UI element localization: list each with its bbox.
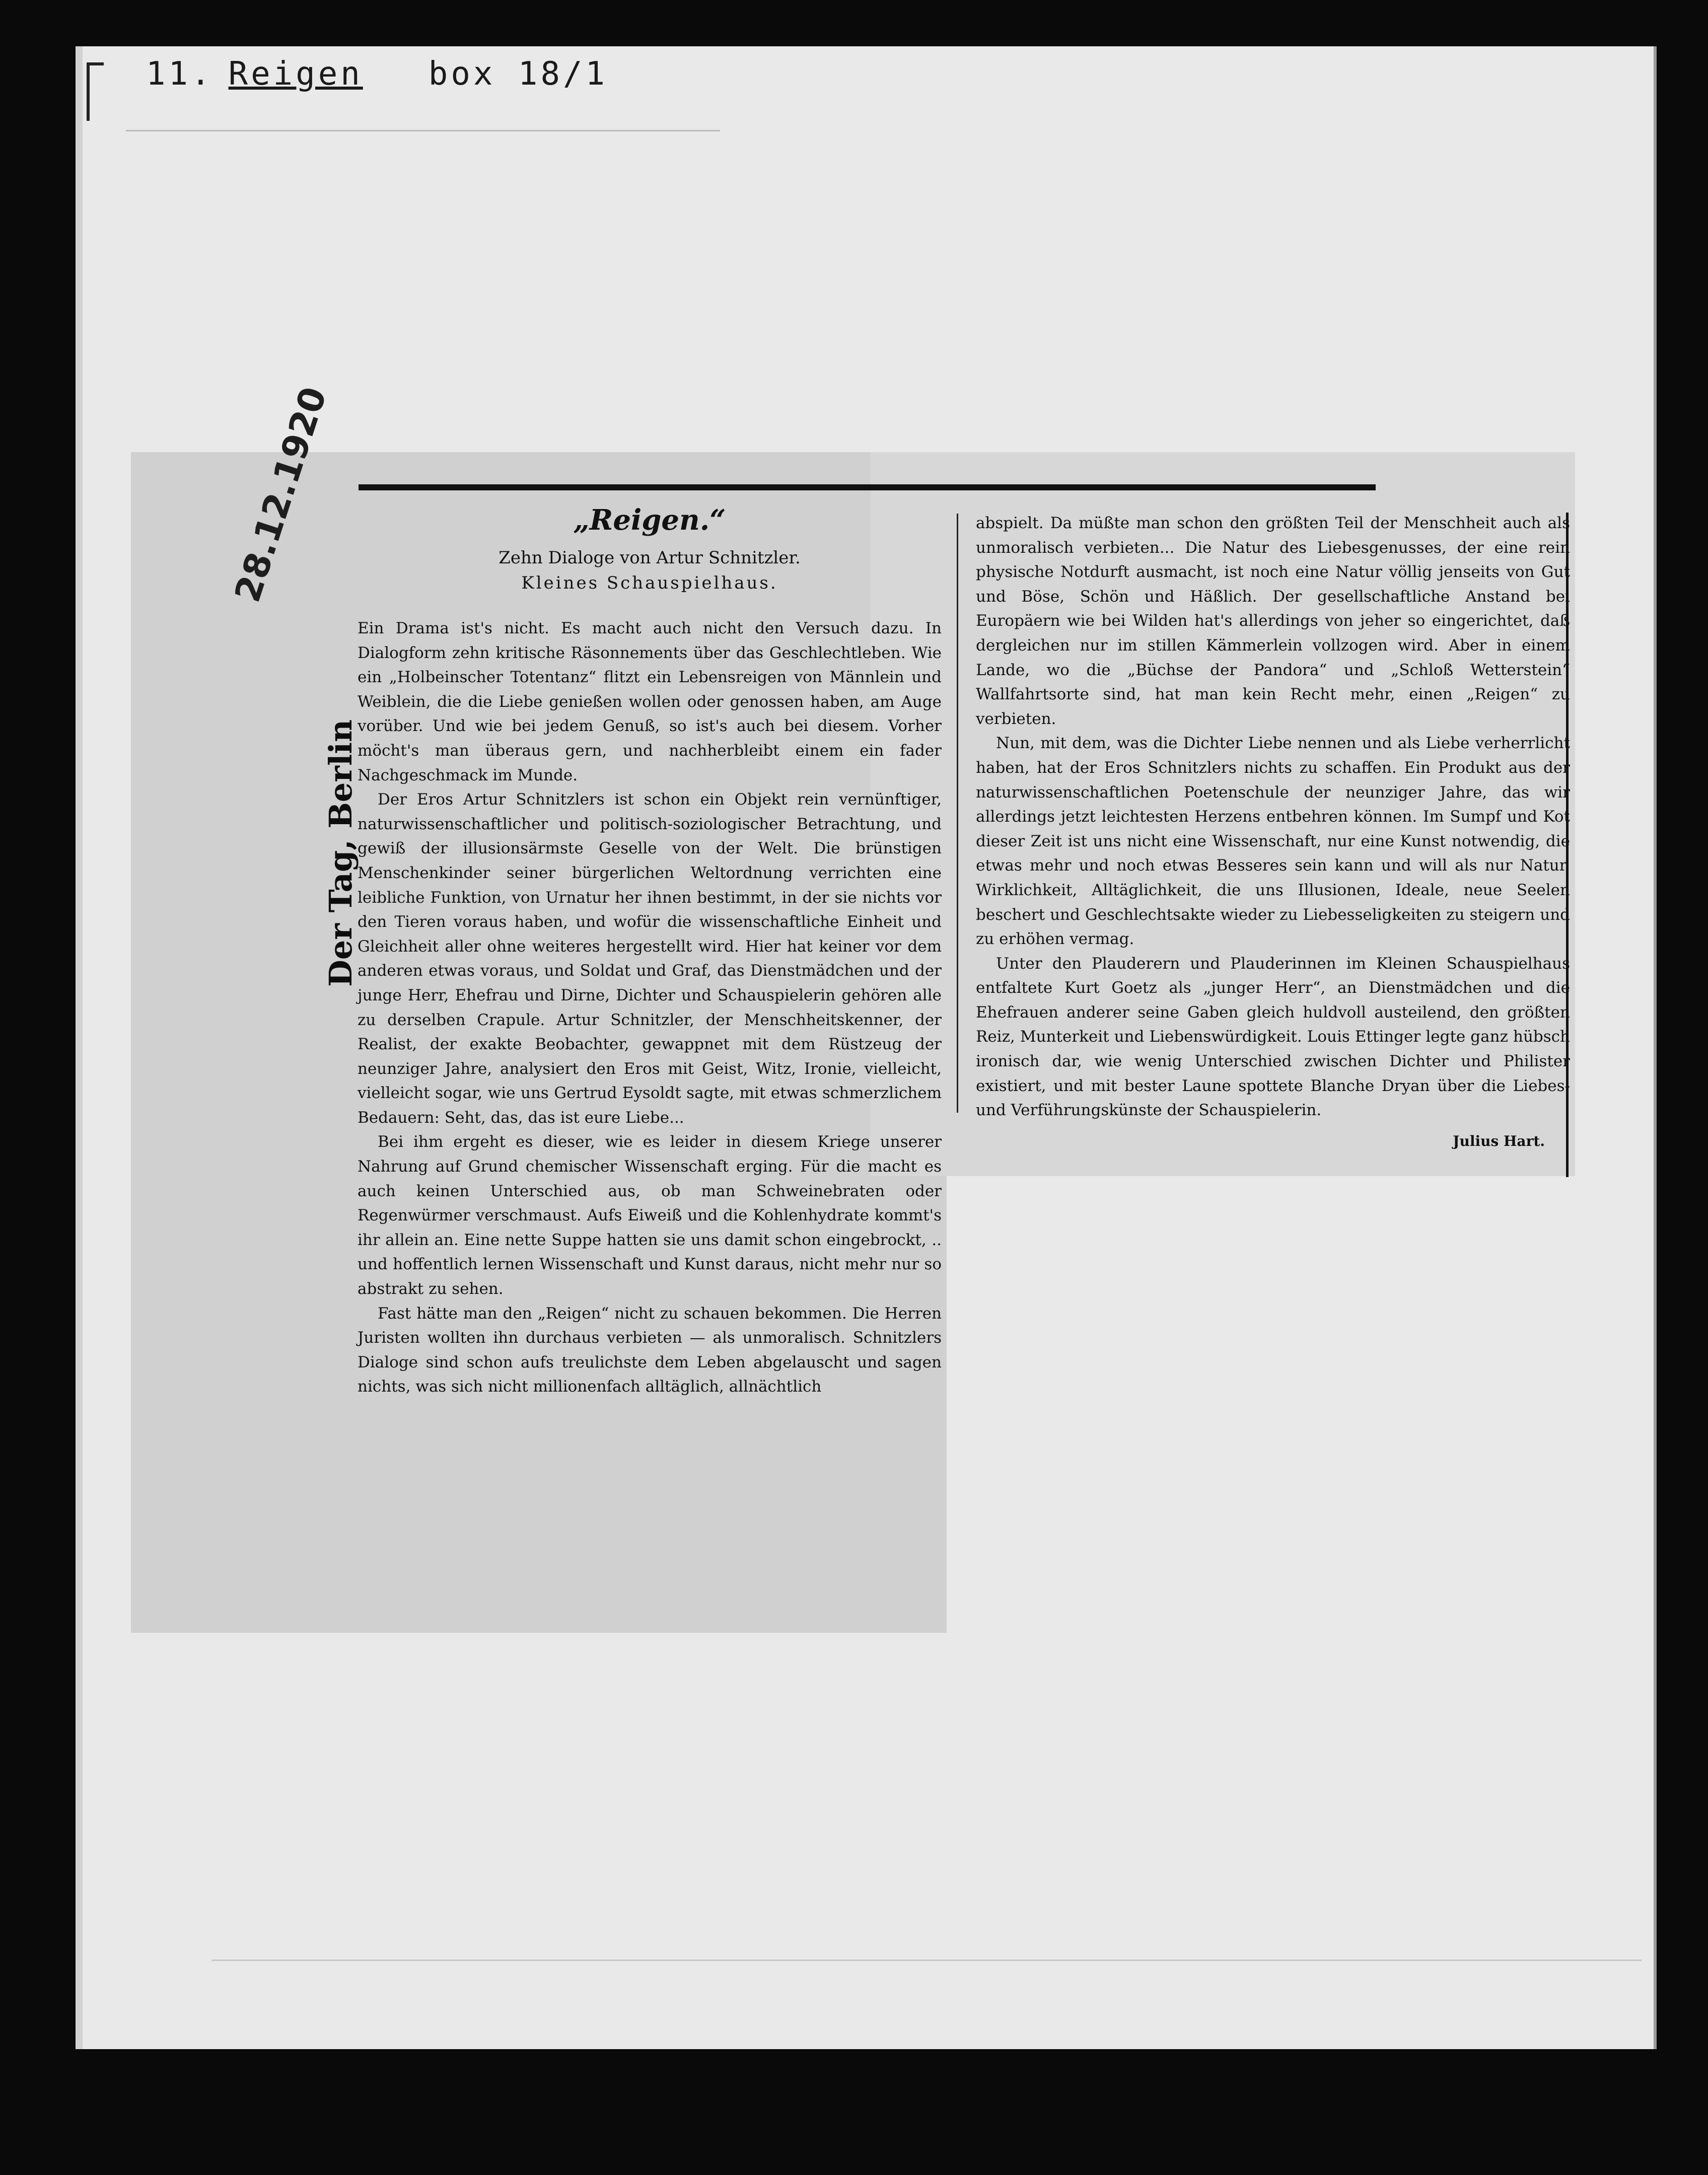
paragraph: Bei ihm ergeht es dieser, wie es leider in diesem Kriege unserer Nahrung auf Grund chemischer Wissenschaft erging. Für die macht es auch keinen Unterschied aus, ob man Schweinebraten oder Regenwürmer verschmaust. Aufs Eiweiß und die Kohlenhydrate kommt's ihr allein an. Eine nette Suppe hatten sie uns damit schon eingebrockt, .. und hoffentlich lernen Wissenschaft und Kunst daraus, nicht mehr nur so abstrakt zu sehen.: [358, 1133, 942, 1298]
article-venue: Kleines Schauspielhaus.: [521, 573, 778, 593]
corner-mark: [87, 62, 104, 121]
label-rule: [126, 130, 720, 131]
author-signature: Julius Hart.: [1453, 1132, 1545, 1149]
clipping-top-rule: [359, 484, 1376, 490]
paragraph: Der Eros Artur Schnitzlers ist schon ein Objekt rein vernünftiger, naturwissenschaftlicher und politisch-soziologischer Betrachtung, und gewiß der illusionsärmste Geselle von der Welt. Die brünstigen Menschenkinder seiner bürgerlichen Weltordnung verrichten eine leibliche Funktion, von Urnatur her ihnen bestimmt, in der sie nichts vor den Tieren voraus haben, und wofür die wissenschaftliche Einheit und Gleichheit aller ohne weiteres hergestellt wird. Hier hat keiner vor dem anderen etwas voraus, und Soldat und Graf, das Dienstmädchen und der junge Herr, Ehefrau und Dirne, Dichter und Schauspielerin gehören alle zu derselben Crapule. Artur Schnitzler, der Menschheitskenner, der Realist, der exakte Beobachter, gewappnet mit dem Rüstzeug der neunziger Jahre, analysiert den Eros mit Geist, Witz, Ironie, vielleicht, vielleicht sogar, wie uns Gertrud Eysoldt sagte, mit etwas schmerzlichem Bedauern: Seht, das, das ist eure Liebe...: [358, 790, 942, 1127]
paragraph: abspielt. Da müßte man schon den größten Teil der Menschheit auch als unmoralisch verbieten... Die Natur des Liebesgenusses, der eine rein physische Notdurft ausmacht, ist noch eine Natur völlig jenseits von Gut und Böse, Schön und Häßlich. Der gesellschaftliche Anstand bei Europäern wie bei Wilden hat's allerdings von jeher so eingerichtet, daß dergleichen nur im stillen Kämmerlein vollzogen wird. Aber in einem Lande, wo die „Büchse der Pandora“ und „Schloß Wetterstein“ Wallfahrtsorte sind, hat man kein Recht mehr, einen „Reigen“ zu verbieten.: [976, 514, 1570, 728]
article-right-column: [976, 511, 1570, 1149]
paragraph: Unter den Plauderern und Plauderinnen im Kleinen Schauspielhaus entfaltete Kurt Goetz als „junger Herr“, an Dienstmädchen und die Ehefrauen anderer seine Gaben gleich huldvoll austeilend, den größten Reiz, Munterkeit und Liebenswürdigkeit. Louis Ettinger legte ganz hübsch ironisch dar, wie wenig Unterschied zwischen Dichter und Philister existiert, und mit bester Laune spottete Blanche Dryan über die Liebes- und Verführungskünste der Schauspielerin.: [976, 954, 1570, 1120]
sheet-edge: [76, 46, 83, 2049]
folder-label: [146, 55, 608, 93]
paragraph: Nun, mit dem, was die Dichter Liebe nennen und als Liebe verherrlicht haben, hat der Eros Schnitzlers nichts zu schaffen. Ein Produkt aus der naturwissenschaftlichen Poetenschule der neunziger Jahre, das wir allerdings jetzt leichtesten Herzens entbehren können. Im Sumpf und Kot dieser Zeit ist uns nicht eine Wissenschaft, nur eine Kunst notwendig, die etwas mehr und noch etwas Besseres sein kann und will als nur Natur, Wirklichkeit, Alltäglichkeit, die uns Illusionen, Ideale, neue Seelen beschert und Geschlechtsakte wieder zu Liebesseligkeiten zu steigern und zu erhöhen vermag.: [976, 734, 1570, 949]
article-subtitle: Zehn Dialoge von Artur Schnitzler.: [499, 548, 801, 568]
paragraph: Fast hätte man den „Reigen“ nicht zu schauen bekommen. Die Herren Juristen wollten ihn durchaus verbieten — als unmoralisch. Schnitzlers Dialoge sind schon aufs treulichste dem Leben abgelauscht und sagen nichts, was sich nicht millionenfach alltäglich, allnächtlich: [358, 1304, 942, 1396]
bottom-rule: [211, 1960, 1642, 1961]
article-left-column: [358, 503, 942, 1399]
source-stamp: Der Tag, Berlin: [322, 719, 359, 987]
folder-number: 11.: [146, 55, 214, 93]
paragraph: Ein Drama ist's nicht. Es macht auch nicht den Versuch dazu. In Dialogform zehn kritische Räsonnements über das Geschlechtleben. Wie ein „Holbeinscher Totentanz“ flitzt ein Lebensreigen von Männlein und Weiblein, die die Liebe genießen wollen oder genossen haben, am Auge vorüber. Und wie bei jedem Genuß, so ist's auch bei diesem. Vorher möcht's man überaus gern, und nachherbleibt einem ein fader Nachgeschmack im Munde.: [358, 619, 942, 784]
box-number: box 18/1: [428, 55, 608, 93]
column-divider: [957, 514, 958, 1113]
article-title: „Reigen.“: [573, 503, 726, 537]
date-stamp: 28.12.1920: [227, 382, 335, 607]
folder-title: Reigen: [228, 55, 363, 93]
